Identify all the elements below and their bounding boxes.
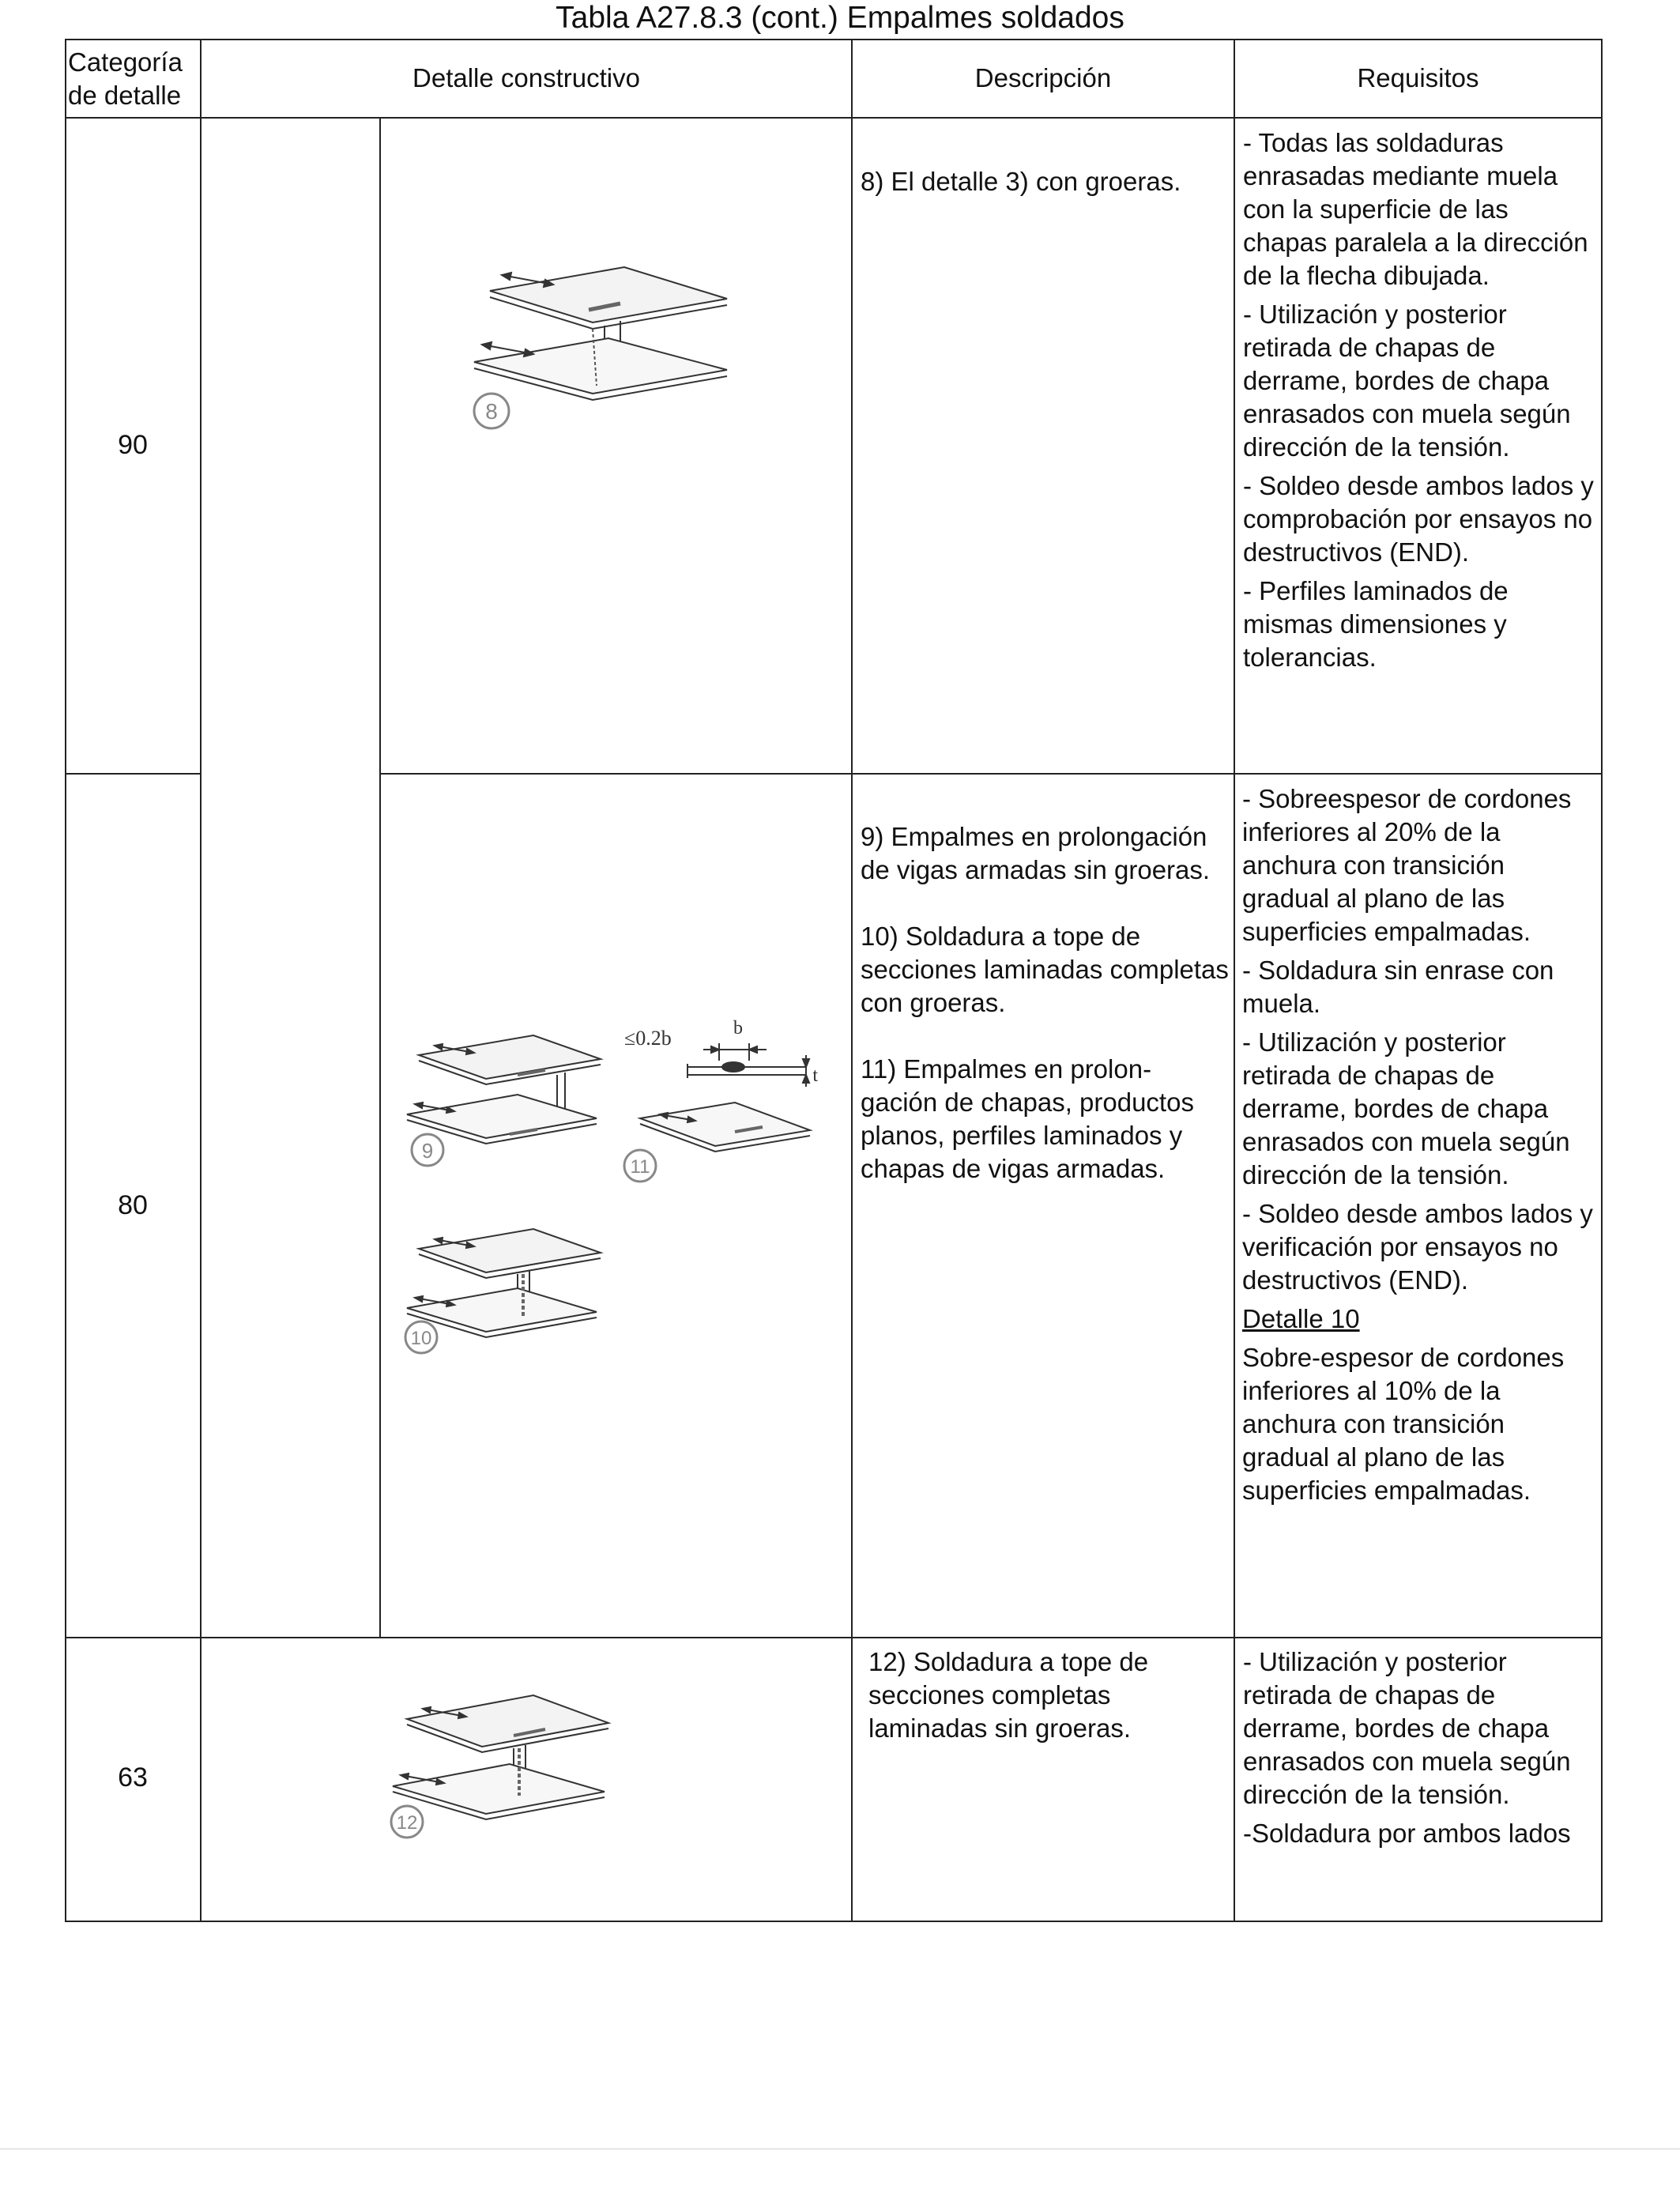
table-title: Tabla A27.8.3 (cont.) Empalmes soldados [556,1,1124,35]
page-bottom-divider [0,2148,1680,2150]
requirement-80-1: - Sobreespesor de cordones inferiores al 20% de la anchura con transición gradual al plano de las superficies empalmadas. [1242,784,1572,946]
dimension-t: t [812,1065,818,1086]
requirement-90-2: - Utilización y posterior retirada de chapas de derrame, bordes de chapa enrasados con muela según dirección de la tensión. [1243,300,1571,462]
category-90: 90 [118,430,148,460]
description-12: 12) Soldadura a tope de secciones completas laminadas sin groeras. [868,1647,1149,1743]
requirement-63-1: - Utilización y posterior retirada de chapas de derrame, bordes de chapa enrasados con muela según dirección de la tensión. [1243,1647,1571,1809]
figure-label-8: 8 [485,399,498,424]
header-category: Categoría de detalle [68,47,183,110]
description-row-80 [861,820,1229,1219]
description-row-63 [868,1646,1232,1778]
requirement-63-2: -Soldadura por ambos lados [1243,1819,1571,1848]
detail-10-text: Sobre-espesor de cordones inferiores al 10% de la anchura con transición gradual al plano de las superficies empalmadas. [1242,1343,1565,1505]
figure-detail-10 [399,1217,612,1359]
figure-detail-8 [462,251,739,433]
description-8: 8) El detalle 3) con groeras. [861,167,1181,196]
requirement-90-4: - Perfiles laminados de mismas dimensiones y tolerancias. [1243,576,1509,672]
figure-label-11: 11 [630,1156,650,1178]
category-63: 63 [118,1762,148,1793]
description-11: 11) Empalmes en prolon- gación de chapas, productos planos, perfiles laminados y chapas de vigas armadas. [861,1054,1194,1183]
category-80: 80 [118,1190,148,1220]
requirement-80-2: - Soldadura sin enrase con muela. [1242,956,1554,1018]
header-requirements: Requisitos [1357,63,1479,92]
detail-10-heading: Detalle 10 [1242,1304,1360,1333]
header-description: Descripción [974,63,1112,92]
requirement-80-3: - Utilización y posterior retirada de chapas de derrame, bordes de chapa enrasados con muela según dirección de la tensión. [1242,1027,1570,1189]
requirement-80-4: - Soldeo desde ambos lados y verificación por ensayos no destructivos (END). [1242,1199,1593,1295]
figure-detail-12 [383,1683,620,1842]
requirement-90-3: - Soldeo desde ambos lados y comprobación por ensayos no destructivos (END). [1243,471,1594,567]
figure-label-12: 12 [396,1812,418,1834]
dimension-b: b [733,1018,743,1039]
limit-label: ≤0.2b [624,1027,672,1050]
description-9: 9) Empalmes en prolongación de vigas armadas sin groeras. [861,822,1211,884]
requirements-row-90 [1243,126,1596,680]
requirements-row-80 [1242,782,1598,1513]
requirement-90-1: - Todas las soldaduras enrasadas mediante muela con la superficie de las chapas paralela a la dirección de la flecha dibujada. [1243,128,1588,290]
description-10: 10) Soldadura a tope de secciones laminadas completas con groeras. [861,922,1229,1017]
description-row-90 [861,165,1229,232]
figure-label-9: 9 [421,1139,434,1163]
header-detail: Detalle constructivo [412,63,640,92]
figure-detail-11 [616,1012,822,1193]
figure-label-10: 10 [410,1328,432,1349]
figure-detail-9 [399,1023,612,1174]
requirements-row-63 [1243,1646,1596,1856]
